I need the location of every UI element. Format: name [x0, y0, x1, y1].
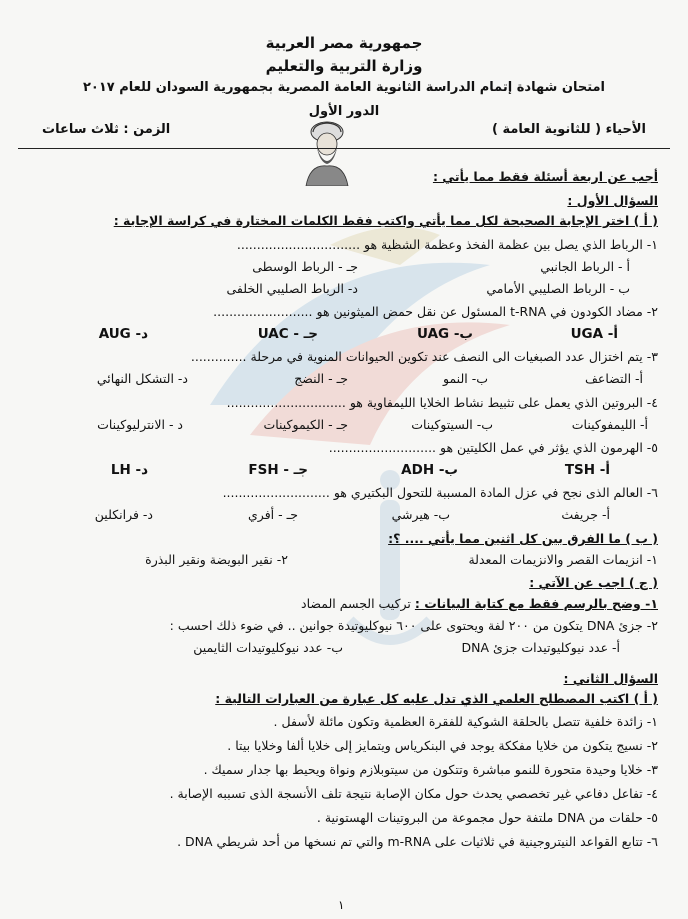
q1c-item-1-value: تركيب الجسم المضاد — [301, 596, 411, 611]
q1a-5-opt-d: د- LH — [110, 462, 148, 478]
page-number: ١ — [338, 898, 345, 912]
q1a-6-opt-b: ب- هيرشي — [391, 507, 450, 522]
q2a-item-4: ٤- تفاعل دفاعي غير تخصصي يحدث حول مكان الإصابة نتيجة تلف الأنسجة الذى تسببه الإصابة . — [169, 786, 658, 801]
q1b-title: ( ب ) ما الفرق بين كل اثنين مما يأتي .... ؟: — [388, 531, 658, 546]
q1c-item-2a: أ- عدد نيوكليوتيدات جزئ DNA — [461, 640, 620, 655]
q1a-4-opt-a: أ- الليمفوكينات — [571, 417, 648, 432]
q1a-4-opt-b: ب- السيتوكينات — [411, 417, 493, 432]
instructions: أجب عن اربعة أسئلة فقط مما يأتي : — [432, 169, 658, 184]
q1a-2-opt-c: جـ - UAC — [257, 326, 318, 342]
q1b-item-2: ٢- نقير البويضة ونقير البذرة — [145, 552, 288, 567]
q2-title: السؤال الثاني : — [563, 671, 658, 686]
q1a-6-opt-c: جـ - أفري — [248, 507, 298, 522]
q1a-1-opt-a: أ - الرباط الجانبي — [540, 259, 630, 274]
exam-round: الدور الأول — [308, 104, 380, 119]
q1c-title: ( ج ) اجب عن الآتي : — [529, 575, 658, 590]
q1a-item-4: ٤- البروتين الذي يعمل على تثبيط نشاط الخلايا الليمفاوية هو .............................. — [226, 395, 658, 410]
q1a-6-opt-a: أ- جريفث — [561, 507, 610, 522]
q1a-3-opt-a: أ- التضاعف — [584, 371, 643, 386]
q1b-item-1: ١- انزيمات القصر والانزيمات المعدلة — [468, 552, 658, 567]
q1a-item-1: ١- الرباط الذي يصل بين عظمة الفخذ وعظمة الشظية هو ............................... — [236, 237, 658, 252]
q1a-4-opt-d: د - الانترليوكينات — [97, 417, 183, 432]
header-divider — [18, 148, 670, 149]
q2a-item-3: ٣- خلايا وحيدة متحورة للنمو مباشرة وتتكون من سيتوبلازم ونواة ويحيط بها جدار سميك . — [203, 762, 658, 777]
q2a-item-1: ١- زائدة خلفية تتصل بالحلقة الشوكية للفقرة العظمية وتكون مائلة لأسفل . — [273, 714, 658, 729]
q2a-title: ( أ ) اكتب المصطلح العلمي الذي تدل عليه كل عبارة من العبارات التالية : — [215, 691, 658, 706]
q1a-2-opt-a: أ- UGA — [570, 326, 618, 342]
time-label: الزمن : ثلاث ساعات — [42, 122, 171, 137]
q1a-item-3: ٣- يتم اختزال عدد الصبغيات الى النصف عند تكوين الحيوانات المنوية في مرحلة .............. — [190, 349, 658, 364]
q1c-item-2: ٢- جزئ DNA يتكون من ٢٠٠ لفة ويحتوى على ٦٠٠ نيوكليوتيدة جوانين .. في ضوء ذلك احسب : — [169, 618, 658, 633]
q1a-4-opt-c: جـ - الكيموكينات — [263, 417, 348, 432]
q1a-item-6: ٦- العالم الذى نجح في عزل المادة المسببة للتحول البكتيري هو ........................... — [222, 485, 658, 500]
exam-title: امتحان شهادة إتمام الدراسة الثانوية العامة المصرية بجمهورية السودان للعام ٢٠١٧ — [82, 80, 606, 95]
q1a-2-opt-b: ب- UAG — [417, 326, 473, 342]
q1c-item-2b: ب- عدد نيوكليوتيدات الثايمين — [193, 640, 343, 655]
q1a-2-opt-d: د- AUG — [98, 326, 148, 342]
q1a-3-opt-d: د- التشكل النهائي — [96, 371, 188, 386]
q2a-item-5: ٥- حلقات من DNA ملتفة حول مجموعة من البروتينات الهستونية . — [316, 810, 658, 825]
q1a-3-opt-b: ب- النمو — [443, 371, 488, 386]
q1a-5-opt-c: جـ - FSH — [248, 462, 308, 478]
q1a-item-5: ٥- الهرمون الذي يؤثر في عمل الكليتين هو ........................... — [328, 440, 658, 455]
q1a-1-opt-c: جـ - الرباط الوسطى — [252, 259, 358, 274]
q1a-6-opt-d: د- فرانكلين — [94, 507, 153, 522]
q1a-item-2: ٢- مضاد الكودون في t-RNA المسئول عن نقل حمض الميثونين هو ......................... — [213, 304, 658, 319]
q1a-1-opt-d: د- الرباط الصليبي الخلفى — [226, 281, 358, 296]
q1a-5-opt-a: أ- TSH — [564, 462, 610, 478]
q1a-1-opt-b: ب - الرباط الصليبي الأمامي — [486, 281, 630, 296]
q1c-item-1-label: ١- وضح بالرسم فقط مع كتابة البيانات : — [414, 596, 658, 611]
q2a-item-6: ٦- تتابع القواعد النيتروجينية في ثلاثيات على m-RNA والتي تم نسخها من أحد شريطي DNA . — [177, 834, 658, 849]
q1c-item-1 — [22, 595, 658, 613]
republic-title: جمهورية مصر العربية — [265, 34, 423, 52]
q2a-item-2: ٢- نسيج يتكون من خلايا مفككة يوجد في البنكرياس ويتمايز إلى خلايا ألفا وخلايا بيتا . — [227, 738, 658, 753]
ministry-title: وزارة التربية والتعليم — [265, 57, 423, 75]
q1a-3-opt-c: جـ - النضج — [294, 371, 348, 386]
q1a-title: ( أ ) اختر الإجابة الصحيحة لكل مما يأتي واكتب فقط الكلمات المختارة في كراسة الإجابة : — [113, 213, 658, 228]
subject-label: الأحياء ( للثانوية العامة ) — [492, 122, 646, 137]
q1-title: السؤال الأول : — [567, 193, 658, 208]
q1a-5-opt-b: ب- ADH — [401, 462, 458, 478]
